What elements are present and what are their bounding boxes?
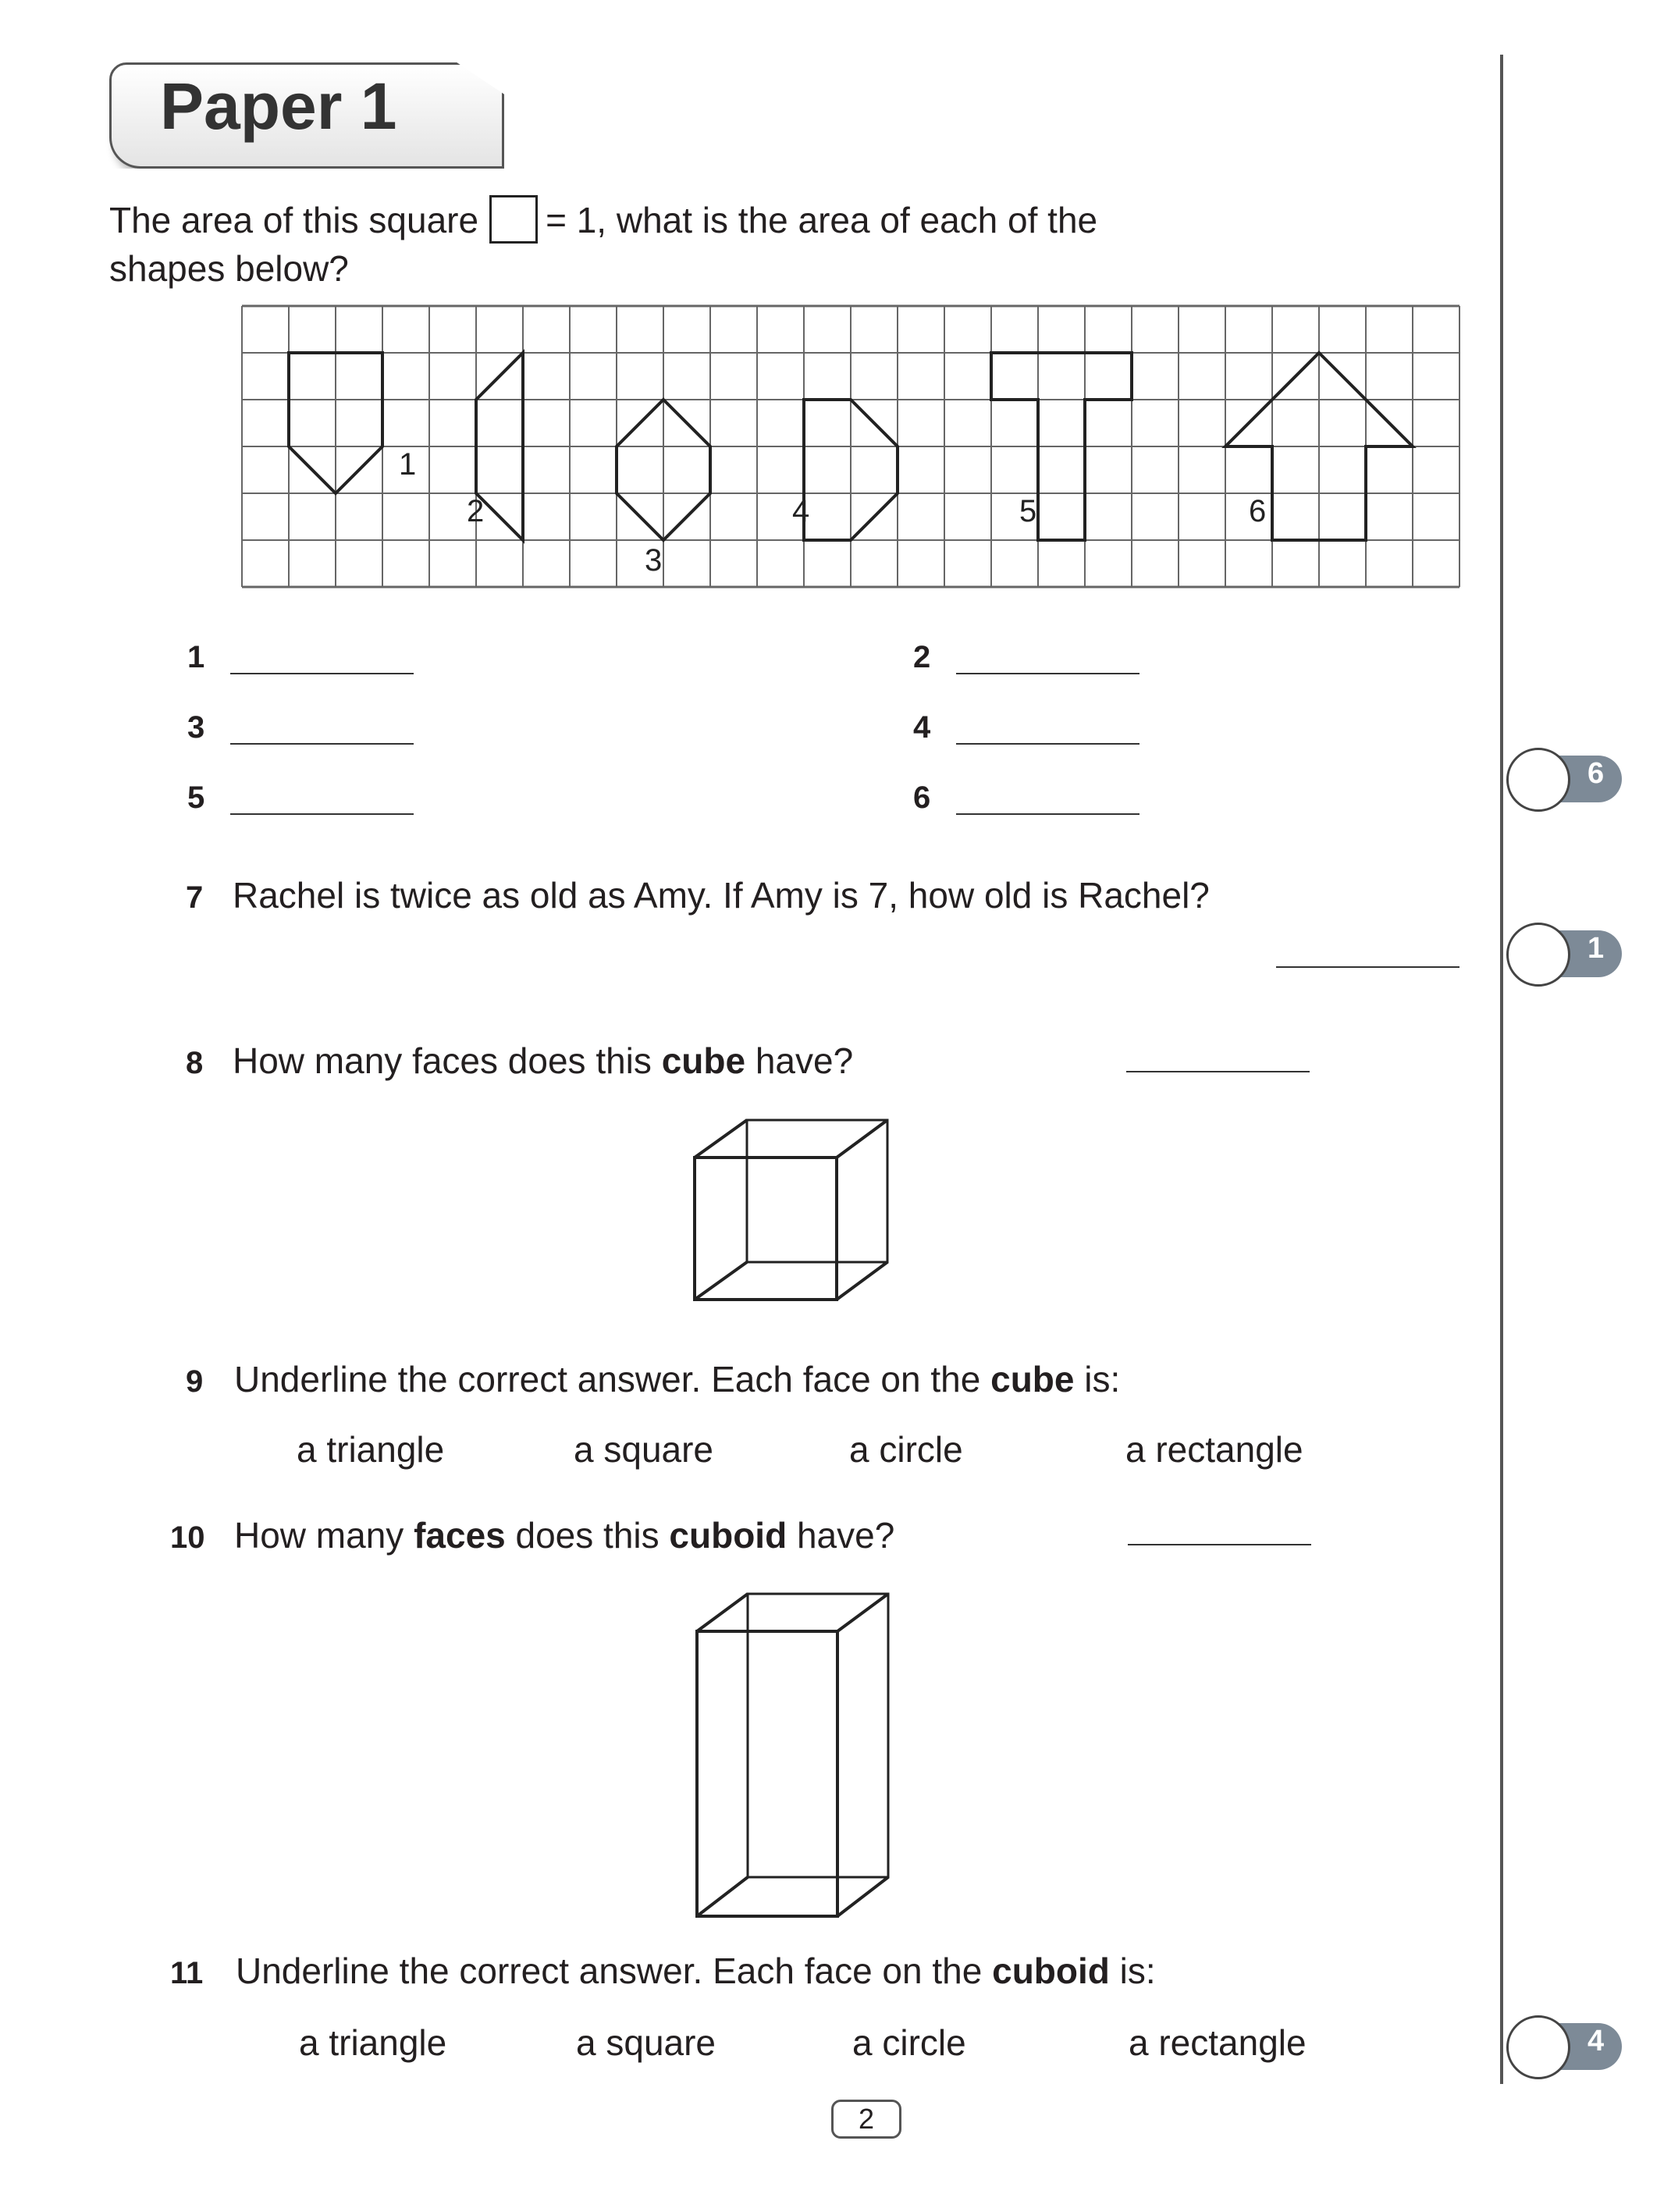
- unit-square-icon: [489, 195, 538, 244]
- shape-label: 4: [792, 494, 810, 528]
- margin-divider: [1500, 55, 1503, 2084]
- answer-line[interactable]: [956, 813, 1139, 815]
- q11-text-post: is:: [1109, 1951, 1156, 1991]
- q10-answer-line[interactable]: [1128, 1544, 1311, 1545]
- answer-line[interactable]: [230, 673, 414, 674]
- answer-number: 6: [913, 781, 931, 815]
- answer-line[interactable]: [956, 673, 1139, 674]
- answer-number: 4: [913, 710, 931, 745]
- shape-label: 2: [467, 494, 485, 528]
- score-box-q7[interactable]: [1511, 923, 1628, 985]
- answer-line[interactable]: [956, 743, 1139, 745]
- score-max: 6: [1587, 757, 1605, 790]
- q9-text: [234, 1358, 1120, 1400]
- answer-number: 3: [187, 710, 205, 745]
- q8-text-pre: How many faces does this: [233, 1040, 662, 1081]
- q11-number: 11: [170, 1956, 204, 1990]
- q9-option[interactable]: a triangle: [297, 1429, 445, 1470]
- q11-option[interactable]: a square: [576, 2022, 716, 2063]
- answer-number: 2: [913, 640, 931, 674]
- shape-label: 3: [645, 543, 663, 578]
- answer-number: 5: [187, 781, 205, 815]
- q9-text-pre: Underline the correct answer. Each face on the: [234, 1359, 991, 1399]
- intro-text-2: = 1, what is the area of each of the: [546, 200, 1098, 240]
- score-box-q1-6[interactable]: [1511, 748, 1628, 810]
- answer-line[interactable]: [230, 743, 414, 745]
- q10-text-pre: How many: [234, 1515, 414, 1556]
- score-input-circle[interactable]: [1506, 923, 1570, 987]
- q7-text: Rachel is twice as old as Amy. If Amy is 7, how old is Rachel?: [233, 875, 1210, 916]
- q8-answer-line[interactable]: [1126, 1071, 1310, 1072]
- q9-text-post: is:: [1074, 1359, 1121, 1399]
- intro-text-1: The area of this square: [109, 200, 479, 240]
- q11-text-bold: cuboid: [992, 1951, 1110, 1991]
- score-box-q8-11[interactable]: [1511, 2015, 1628, 2078]
- q10-text-bold1: faces: [414, 1515, 506, 1556]
- score-input-circle[interactable]: [1506, 748, 1570, 812]
- score-max: 1: [1587, 932, 1605, 965]
- q10-text-mid: does this: [505, 1515, 670, 1556]
- q10-text-post: have?: [787, 1515, 895, 1556]
- shape-label: 6: [1249, 494, 1267, 528]
- answer-number: 1: [187, 640, 205, 674]
- shape-label: 5: [1019, 494, 1037, 528]
- q10-number: 10: [170, 1520, 205, 1555]
- q9-option[interactable]: a rectangle: [1125, 1429, 1303, 1470]
- intro-text-3: shapes below?: [109, 248, 349, 289]
- shape-label: 1: [399, 447, 417, 482]
- shape-grid: [234, 297, 1467, 601]
- q9-number: 9: [186, 1364, 204, 1399]
- q8-number: 8: [186, 1046, 204, 1080]
- q11-text: [236, 1950, 1156, 1992]
- paper-title: Paper 1: [160, 69, 397, 143]
- cube-front-face: [695, 1158, 837, 1300]
- q8-text-bold: cube: [661, 1040, 746, 1081]
- q11-option[interactable]: a circle: [852, 2022, 966, 2063]
- cuboid-diagram: [697, 1594, 888, 1916]
- page-number: 2: [831, 2100, 901, 2139]
- q7-number: 7: [186, 880, 204, 915]
- answer-line[interactable]: [230, 813, 414, 815]
- score-max: 4: [1587, 2025, 1605, 2057]
- q11-text-pre: Underline the correct answer. Each face on the: [236, 1951, 993, 1991]
- q7-answer-line[interactable]: [1276, 966, 1459, 968]
- q10-text-bold2: cuboid: [669, 1515, 788, 1556]
- q9-text-bold: cube: [990, 1359, 1075, 1399]
- q8-text: [233, 1040, 853, 1082]
- q8-text-post: have?: [745, 1040, 854, 1081]
- cube-back-face: [747, 1120, 887, 1262]
- q11-option[interactable]: a triangle: [299, 2022, 447, 2063]
- q9-option[interactable]: a square: [574, 1429, 714, 1470]
- score-input-circle[interactable]: [1506, 2015, 1570, 2079]
- q10-text: [234, 1514, 894, 1556]
- intro-question: [109, 195, 1280, 293]
- q9-option[interactable]: a circle: [849, 1429, 963, 1470]
- q11-option[interactable]: a rectangle: [1129, 2022, 1307, 2063]
